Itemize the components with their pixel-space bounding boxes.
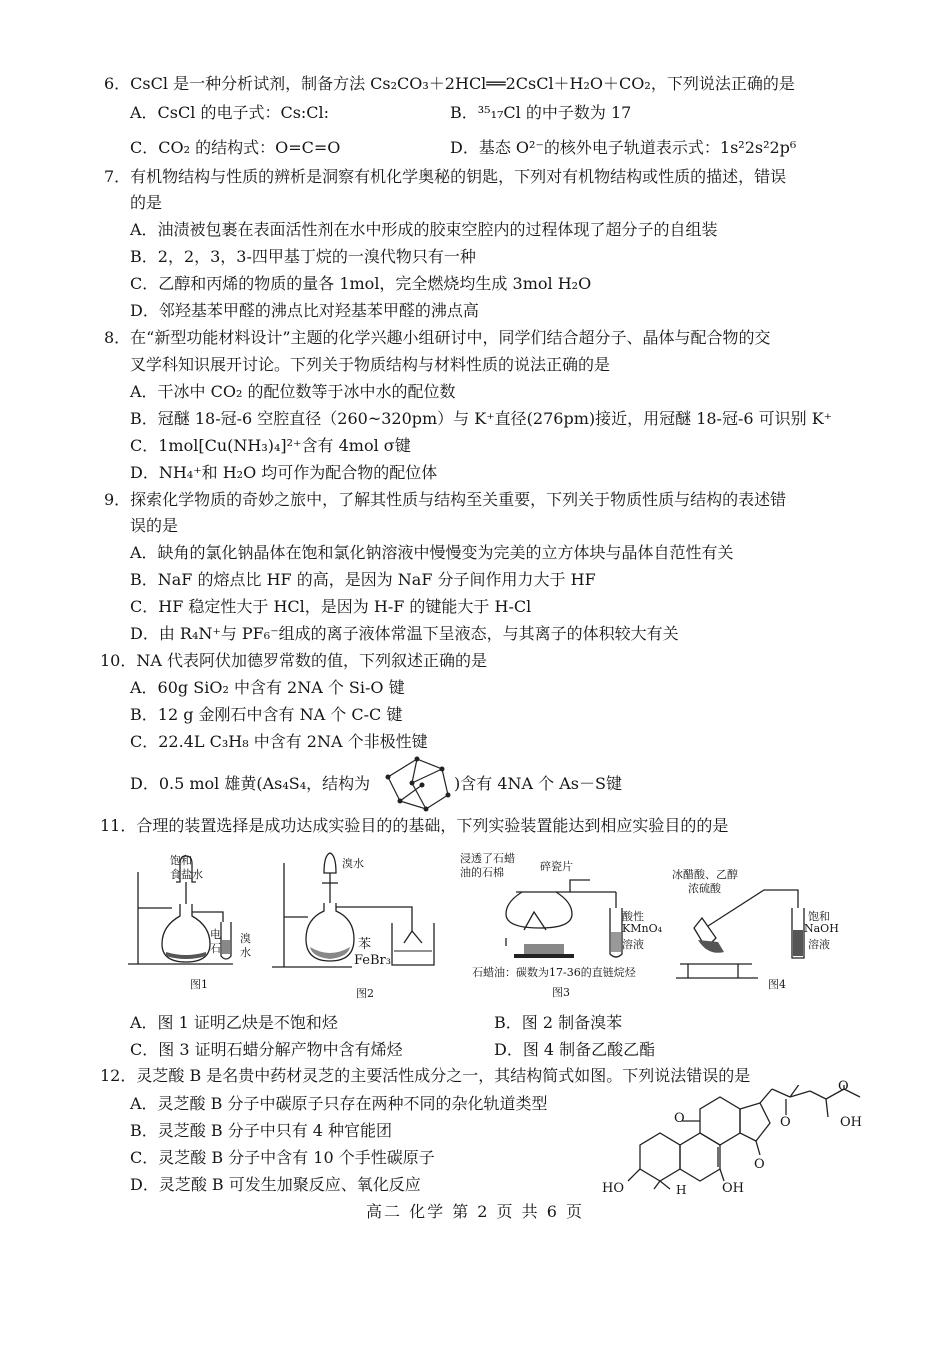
fig2-label-bromine: 溴水 bbox=[342, 857, 364, 870]
q9-stem-line2: 误的是 bbox=[130, 516, 179, 535]
fig4-label-naoh: NaOH bbox=[804, 922, 839, 935]
q7-option-c: C．乙醇和丙烯的物质的量各 1mol，完全燃烧均生成 3mol H₂O bbox=[130, 274, 592, 293]
ganoderic-label-o4: O bbox=[838, 1079, 849, 1094]
q12-option-a: A．灵芝酸 B 分子中碳原子只存在两种不同的杂化轨道类型 bbox=[130, 1094, 548, 1113]
fig3-label-kmno4: KMnO₄ bbox=[622, 922, 662, 935]
q10-option-a: A．60g SiO₂ 中含有 2NA 个 Si-O 键 bbox=[130, 678, 405, 697]
q9-option-d: D．由 R₄N⁺与 PF₆⁻组成的离子液体常温下呈液态，与其离子的体积较大有关 bbox=[130, 624, 679, 643]
q6-option-a: A．CsCl 的电子式：Cs:Cl: bbox=[130, 103, 330, 122]
ganoderic-label-oh-ring: OH bbox=[722, 1181, 744, 1196]
q7-option-a: A．油渍被包裹在表面活性剂在水中形成的胶束空腔内的过程体现了超分子的自组装 bbox=[130, 220, 718, 239]
fig1-label-saturated: 饱和 bbox=[170, 854, 192, 867]
fig3-caption: 图3 bbox=[552, 986, 570, 999]
fig3-label-asbestos-2: 油的石棉 bbox=[460, 866, 504, 879]
fig3-label-asbestos-1: 浸透了石蜡 bbox=[460, 852, 515, 865]
fig1-label-brine: 食盐水 bbox=[170, 868, 203, 881]
q11-stem: 11．合理的装置选择是成功达成实验目的的基础，下列实验装置能达到相应实验目的的是 bbox=[100, 816, 729, 835]
fig2-label-febr3: FeBr₃ bbox=[354, 953, 391, 968]
q6-option-d: D．基态 O²⁻的核外电子轨道表示式：1s²2s²2p⁶ bbox=[450, 138, 797, 157]
q9-option-c: C．HF 稳定性大于 HCl，是因为 H-F 的键能大于 H-Cl bbox=[130, 597, 532, 616]
q11-option-a: A．图 1 证明乙炔是不饱和烃 bbox=[130, 1013, 338, 1032]
figure-3-paraffin-cracking-apparatus bbox=[460, 850, 660, 1005]
q7-option-b: B．2，2，3，3-四甲基丁烷的一溴代物只有一种 bbox=[130, 247, 476, 266]
fig1-label-carbide-1: 电 bbox=[210, 928, 221, 941]
q10-option-b: B．12 g 金刚石中含有 NA 个 C-C 键 bbox=[130, 705, 403, 724]
q9-option-a: A．缺角的氯化钠晶体在饱和氯化钠溶液中慢慢变为完美的立方体块与晶体自范性有关 bbox=[130, 543, 734, 562]
q12-option-d: D．灵芝酸 B 可发生加聚反应、氧化反应 bbox=[130, 1175, 421, 1194]
fig3-label-acidic: 酸性 bbox=[622, 910, 644, 923]
q7-stem-line1: 7．有机物结构与性质的辨析是洞察有机化学奥秘的钥匙，下列对有机物结构或性质的描述，错误 bbox=[104, 167, 787, 186]
fig1-label-bromine-2: 水 bbox=[240, 946, 251, 959]
q7-stem-line2: 的是 bbox=[130, 193, 163, 212]
q6-stem: 6．CsCl 是一种分析试剂，制备方法 Cs₂CO₃＋2HCl══2CsCl＋H₂O＋CO₂，下列说法正确的是 bbox=[104, 74, 795, 93]
as4s4-structure-diagram bbox=[382, 755, 452, 813]
q6-option-b: B．³⁵₁₇Cl 的中子数为 17 bbox=[450, 103, 632, 122]
q8-stem-line2: 叉学科知识展开讨论。下列关于物质结构与材料性质的说法正确的是 bbox=[130, 355, 611, 374]
q6-option-c: C．CO₂ 的结构式：O=C=O bbox=[130, 138, 341, 157]
fig2-label-benzene: 苯 bbox=[358, 937, 372, 952]
q12-stem: 12．灵芝酸 B 是名贵中药材灵芝的主要活性成分之一，其结构简式如图。下列说法错误的是 bbox=[100, 1066, 751, 1085]
q10-option-d-part1: D．0.5 mol 雄黄(As₄S₄，结构为 bbox=[130, 774, 371, 793]
fig1-caption: 图1 bbox=[190, 978, 208, 991]
q9-option-b: B．NaF 的熔点比 HF 的高，是因为 NaF 分子间作用力大于 HF bbox=[130, 570, 596, 589]
q10-option-c: C．22.4L C₃H₈ 中含有 2NA 个非极性键 bbox=[130, 732, 428, 751]
ganoderic-acid-b-structure bbox=[600, 1079, 870, 1200]
q9-stem-line1: 9．探索化学物质的奇妙之旅中，了解其性质与结构至关重要，下列关于物质性质与结构的表述错 bbox=[104, 490, 787, 509]
q12-option-b: B．灵芝酸 B 分子中只有 4 种官能团 bbox=[130, 1121, 393, 1140]
fig4-label-solution: 溶液 bbox=[808, 938, 830, 951]
figure-2-bromobenzene-apparatus bbox=[272, 843, 452, 1003]
fig4-label-saturated: 饱和 bbox=[808, 910, 830, 923]
ganoderic-label-ho: HO bbox=[602, 1181, 624, 1196]
figure-4-ethyl-acetate-apparatus bbox=[668, 866, 848, 996]
ganoderic-label-oh-acid: OH bbox=[840, 1115, 862, 1130]
q10-stem: 10．NA 代表阿伏加德罗常数的值，下列叙述正确的是 bbox=[100, 651, 488, 670]
ganoderic-label-h: H bbox=[676, 1183, 687, 1197]
fig2-caption: 图2 bbox=[356, 987, 374, 1000]
fig4-label-reagents: 冰醋酸、乙醇 bbox=[672, 868, 738, 881]
q8-option-d: D．NH₄⁺和 H₂O 均可作为配合物的配位体 bbox=[130, 463, 438, 482]
fig4-caption: 图4 bbox=[768, 978, 786, 991]
figure-1-acetylene-apparatus bbox=[128, 852, 268, 1002]
ganoderic-label-o1: O bbox=[674, 1111, 685, 1126]
page-footer: 高二 化学 第 2 页 共 6 页 bbox=[366, 1202, 584, 1221]
q12-option-c: C．灵芝酸 B 分子中含有 10 个手性碳原子 bbox=[130, 1148, 435, 1167]
q7-option-d: D．邻羟基苯甲醛的沸点比对羟基苯甲醛的沸点高 bbox=[130, 301, 479, 320]
q8-option-a: A．干冰中 CO₂ 的配位数等于冰中水的配位数 bbox=[130, 382, 456, 401]
fig3-label-solution: 溶液 bbox=[622, 938, 644, 951]
ganoderic-label-o3: O bbox=[754, 1157, 765, 1172]
fig3-note-paraffin: 石蜡油：碳数为17-36的直链烷烃 bbox=[472, 966, 636, 979]
fig1-label-bromine-1: 溴 bbox=[240, 932, 251, 945]
q11-option-c: C．图 3 证明石蜡分解产物中含有烯烃 bbox=[130, 1040, 403, 1059]
q10-option-d-part2: )含有 4NA 个 As－S键 bbox=[454, 774, 622, 793]
q8-option-b: B．冠醚 18-冠-6 空腔直径（260~320pm）与 K⁺直径(276pm)接近，用冠醚 18-冠-6 可识别 K⁺ bbox=[130, 409, 833, 428]
q8-stem-line1: 8．在“新型功能材料设计”主题的化学兴趣小组研讨中，同学们结合超分子、晶体与配合物的交 bbox=[104, 328, 771, 347]
q11-option-d: D．图 4 制备乙酸乙酯 bbox=[494, 1040, 656, 1059]
fig4-label-sulfuric: 浓硫酸 bbox=[688, 882, 721, 895]
q8-option-c: C．1mol[Cu(NH₃)₄]²⁺含有 4mol σ键 bbox=[130, 436, 411, 455]
fig3-label-porcelain: 碎瓷片 bbox=[540, 860, 573, 873]
ganoderic-label-o2: O bbox=[780, 1115, 791, 1130]
q11-option-b: B．图 2 制备溴苯 bbox=[494, 1013, 623, 1032]
fig1-label-carbide-2: 石 bbox=[210, 942, 221, 955]
